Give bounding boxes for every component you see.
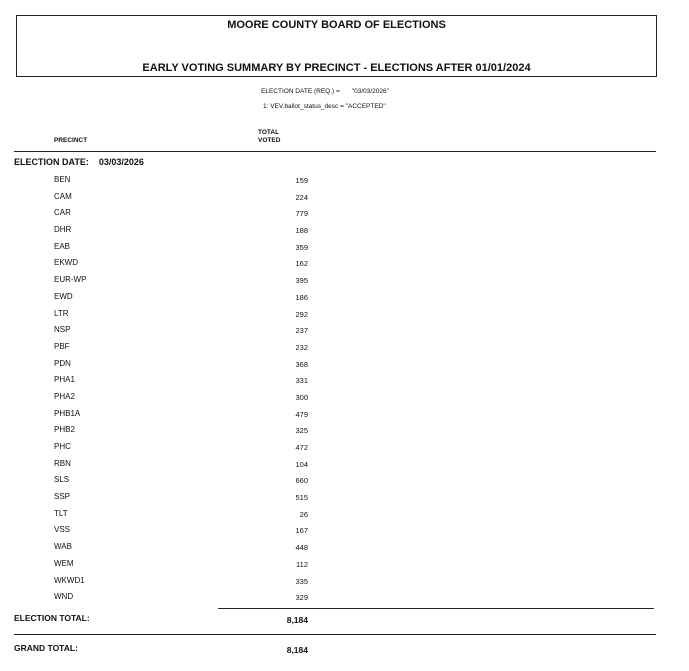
precinct-name: RBN bbox=[54, 458, 71, 468]
total-voted-value: 660 bbox=[295, 476, 308, 486]
total-voted-value: 162 bbox=[295, 259, 308, 269]
report-title: MOORE COUNTY BOARD OF ELECTIONS bbox=[227, 19, 446, 31]
precinct-name: EWD bbox=[54, 291, 73, 301]
precinct-name: WKWD1 bbox=[54, 575, 85, 585]
precinct-name: PDN bbox=[54, 358, 71, 368]
total-voted-value: 325 bbox=[295, 426, 308, 436]
precinct-name: VSS bbox=[54, 525, 71, 535]
precinct-name: EUR-WP bbox=[54, 275, 87, 285]
total-voted-value: 335 bbox=[295, 576, 308, 586]
column-header-total-voted bbox=[258, 129, 280, 145]
grand-total-label: GRAND TOTAL: bbox=[14, 643, 78, 653]
election-date-parameter bbox=[261, 88, 389, 95]
table-row bbox=[0, 208, 689, 225]
precinct-name: LTR bbox=[54, 308, 69, 318]
precinct-name: SSP bbox=[54, 492, 71, 502]
column-header-total-line: TOTAL bbox=[258, 129, 280, 136]
precinct-name: BEN bbox=[54, 175, 71, 184]
precinct-name: PHC bbox=[54, 442, 71, 451]
table-row bbox=[0, 242, 689, 259]
precinct-name: PBF bbox=[54, 341, 70, 351]
precinct-name: CAR bbox=[54, 208, 71, 218]
total-voted-value: 186 bbox=[295, 292, 308, 302]
subtotal-divider bbox=[218, 608, 654, 609]
table-row bbox=[0, 192, 689, 209]
precinct-name: WAB bbox=[54, 542, 72, 552]
precinct-name: TLT bbox=[54, 508, 68, 518]
total-voted-value: 329 bbox=[295, 593, 308, 603]
column-header-voted-line: VOTED bbox=[258, 137, 281, 144]
precinct-table bbox=[0, 175, 689, 609]
election-date-label: ELECTION DATE: bbox=[14, 157, 89, 167]
table-row bbox=[0, 525, 689, 542]
total-voted-value: 188 bbox=[295, 226, 308, 236]
precinct-name: PHA1 bbox=[54, 375, 75, 385]
table-row bbox=[0, 375, 689, 392]
precinct-name: PHB2 bbox=[54, 425, 75, 435]
table-row bbox=[0, 258, 689, 275]
report-subtitle: EARLY VOTING SUMMARY BY PRECINCT - ELECTIONS AFTER 01/01/2024 bbox=[142, 62, 531, 74]
total-voted-value: 112 bbox=[296, 559, 308, 569]
total-voted-value: 26 bbox=[299, 509, 308, 519]
table-row bbox=[0, 342, 689, 359]
parameter-label: ELECTION DATE (REQ.) = bbox=[261, 88, 340, 95]
table-row bbox=[0, 409, 689, 426]
total-voted-value: 224 bbox=[295, 192, 308, 202]
column-header-precinct: PRECINCT bbox=[54, 137, 88, 144]
table-row bbox=[0, 425, 689, 442]
total-voted-value: 368 bbox=[295, 359, 308, 369]
table-row bbox=[0, 492, 689, 509]
table-row bbox=[0, 592, 689, 609]
total-voted-value: 300 bbox=[295, 392, 308, 402]
precinct-name: WND bbox=[54, 592, 74, 602]
election-date-group bbox=[14, 157, 144, 167]
election-total-value: 8,184 bbox=[286, 615, 308, 625]
table-row bbox=[0, 325, 689, 342]
total-voted-value: 359 bbox=[295, 242, 308, 252]
precinct-name: EAB bbox=[54, 241, 71, 251]
precinct-name: WEM bbox=[54, 558, 74, 568]
total-voted-value: 448 bbox=[295, 543, 308, 553]
table-row bbox=[0, 275, 689, 292]
election-date-value: 03/03/2026 bbox=[98, 157, 144, 167]
precinct-name: PHB1A bbox=[54, 408, 81, 418]
grand-total-value: 8,184 bbox=[286, 645, 308, 655]
table-row bbox=[0, 225, 689, 242]
table-row bbox=[0, 475, 689, 492]
election-total-label: ELECTION TOTAL: bbox=[14, 613, 90, 623]
total-voted-value: 232 bbox=[295, 342, 308, 352]
precinct-name: PHA2 bbox=[54, 391, 75, 401]
total-voted-value: 159 bbox=[295, 176, 308, 185]
total-voted-value: 479 bbox=[295, 409, 308, 419]
table-row bbox=[0, 359, 689, 376]
table-row bbox=[0, 559, 689, 576]
table-row bbox=[0, 175, 689, 192]
report-header bbox=[16, 15, 657, 77]
precinct-name: EKWD bbox=[54, 258, 78, 268]
table-row bbox=[0, 576, 689, 593]
total-voted-value: 515 bbox=[295, 493, 308, 503]
table-row bbox=[0, 509, 689, 526]
filter-parameter: 1: VEV.ballot_status_desc = "ACCEPTED" bbox=[263, 103, 386, 110]
grand-total-divider bbox=[14, 634, 656, 635]
precinct-name: SLS bbox=[54, 475, 70, 485]
total-voted-value: 292 bbox=[295, 309, 308, 319]
table-row bbox=[0, 292, 689, 309]
total-voted-value: 395 bbox=[295, 276, 308, 286]
total-voted-value: 472 bbox=[295, 443, 308, 452]
table-row bbox=[0, 459, 689, 476]
table-row bbox=[0, 309, 689, 326]
total-voted-value: 104 bbox=[295, 459, 308, 469]
total-voted-value: 237 bbox=[295, 326, 308, 336]
parameter-value: "03/03/2026" bbox=[351, 88, 389, 95]
precinct-name: CAM bbox=[54, 191, 72, 201]
precinct-name: DHR bbox=[54, 225, 72, 235]
total-voted-value: 167 bbox=[295, 526, 308, 536]
table-row bbox=[0, 392, 689, 409]
precinct-name: NSP bbox=[54, 325, 71, 335]
header-divider bbox=[14, 151, 656, 152]
total-voted-value: 779 bbox=[295, 209, 308, 219]
table-row bbox=[0, 542, 689, 559]
total-voted-value: 331 bbox=[295, 376, 308, 386]
table-row bbox=[0, 442, 689, 459]
